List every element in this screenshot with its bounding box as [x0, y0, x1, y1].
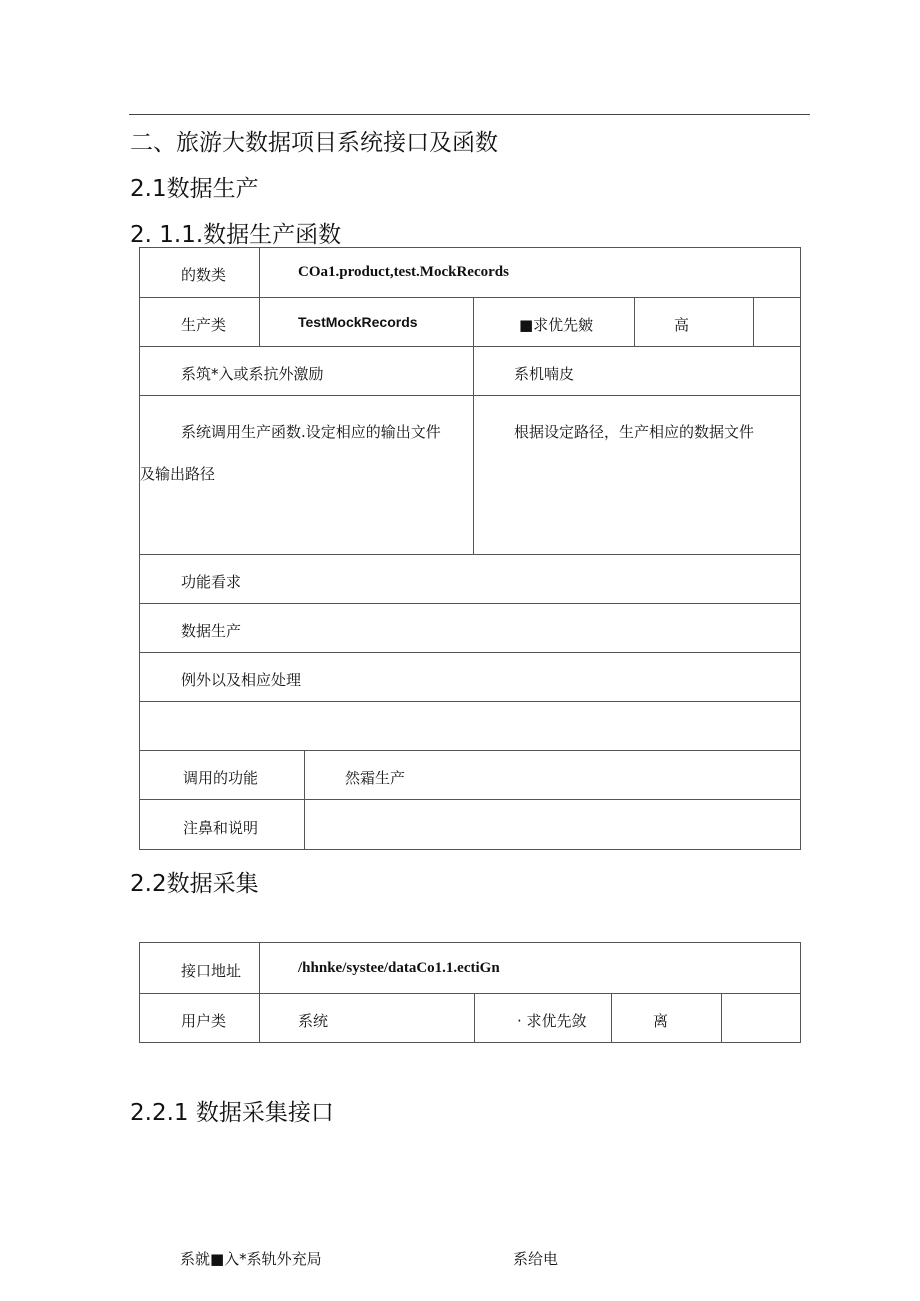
- subsection-heading-2-1-1: 2. 1.1.数据生产函数: [130, 222, 342, 248]
- footer-system-input: 系就■入*系轨外充局: [180, 1250, 322, 1268]
- interface-address-label: 接口地址: [181, 962, 242, 980]
- producer-class-label: 生产类: [181, 316, 227, 334]
- notes-label: 注鼻和说明: [183, 819, 259, 837]
- producer-class-value: TestMockRecords: [298, 314, 418, 330]
- exceptions-label: 例外以及相应处理: [181, 671, 302, 689]
- priority-label-2: · 求优先敛: [517, 1012, 587, 1030]
- section-heading-2-1: 2.1数据生产: [130, 176, 259, 202]
- data-production-table: [139, 247, 801, 850]
- subsection-heading-2-2-1: 2.2.1 数据采集接口: [130, 1100, 334, 1126]
- function-requirement-text: 数据生产: [181, 622, 242, 640]
- function-requirement-label: 功能看求: [181, 573, 242, 591]
- header-rule: [129, 114, 810, 115]
- system-input-line1: 系统调用生产函数.设定相应的输出文件: [181, 423, 441, 441]
- system-input-label: 系筑*入或系抗外激励: [181, 365, 324, 383]
- system-input-line2: 及输出路径: [140, 465, 216, 483]
- system-response-label: 系机喃皮: [514, 365, 575, 383]
- function-class-label: 的数类: [181, 266, 227, 284]
- interface-address-value: /hhnke/systee/dataCo1.1.ectiGn: [298, 960, 500, 976]
- chapter-heading: 二、旅游大数据项目系统接口及函数: [130, 130, 498, 156]
- priority-value-2: 离: [653, 1012, 669, 1030]
- priority-value: 高: [674, 316, 690, 334]
- system-response-text: 根据设定路径，生产相应的数据文件: [514, 423, 755, 441]
- priority-label: ■求优先皴: [519, 316, 594, 334]
- footer-system-response: 系给电: [513, 1250, 559, 1268]
- function-class-value: COa1.product,test.MockRecords: [298, 264, 509, 280]
- called-function-label: 调用的功能: [183, 769, 259, 787]
- called-function-value: 然霜生产: [345, 769, 406, 787]
- user-class-value: 系统: [298, 1012, 329, 1030]
- user-class-label: 用户类: [181, 1012, 227, 1030]
- data-collection-table: [139, 942, 801, 1043]
- section-heading-2-2: 2.2数据采集: [130, 871, 259, 897]
